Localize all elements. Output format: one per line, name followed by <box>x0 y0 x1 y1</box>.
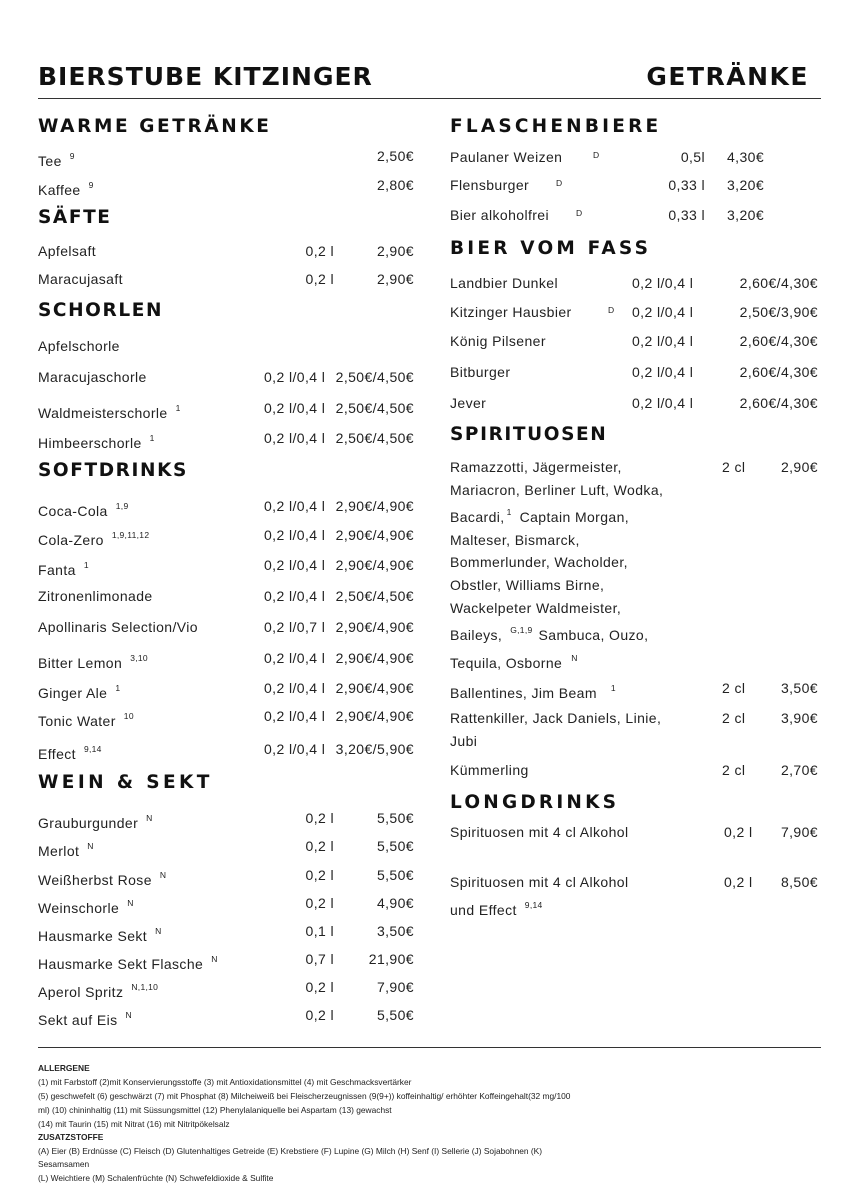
item-name: Kitzinger Hausbier <box>450 304 572 320</box>
menu-item <box>38 428 414 451</box>
item-allergen-code: 1 <box>149 433 155 443</box>
item-size: 0,2 l/0,4 l <box>632 304 694 320</box>
menu-item <box>450 147 820 167</box>
item-allergen-code: 9,14 <box>83 744 102 754</box>
item-price: 2,70€ <box>780 762 818 778</box>
item-name: Hausmarke Sekt $^N$ <box>38 926 162 944</box>
menu-item <box>38 269 414 289</box>
item-allergen-code: N <box>159 870 167 880</box>
item-price: 5,50€ <box>376 810 414 826</box>
legend-line: (A) Eier (B) Erdnüsse (C) Fleisch (D) Glutenhaltiges Getreide (E) Krebstiere (F) Lupine (G) Milch (H) Senf (I) Sellerie (J) Sojabohnen (K) <box>38 1146 543 1156</box>
section-title-saefte: SÄFTE <box>38 207 112 228</box>
item-size: 0,2 l <box>305 243 334 259</box>
item-name: Zitronenlimonade <box>38 588 153 604</box>
item-size: 0,2 l/0,4 l <box>632 333 694 349</box>
item-allergen-code: 1 <box>506 507 512 518</box>
item-price: 2,90€/4,90€ <box>335 650 414 666</box>
menu-item <box>38 921 414 944</box>
menu-item <box>450 331 820 351</box>
menu-item <box>38 496 414 519</box>
item-size: 0,2 l/0,4 l <box>264 588 326 604</box>
item-size: 0,7 l <box>305 951 334 967</box>
item-allergen-code: D <box>593 150 600 160</box>
item-name: Merlot $^N$ <box>38 841 94 859</box>
item-size: 0,33 l <box>668 207 705 223</box>
item-allergen-code: 9 <box>69 151 75 161</box>
item-name: Weißherbst Rose $^N$ <box>38 870 167 888</box>
item-size: 0,2 l <box>305 838 334 854</box>
item-allergen-code: 9,14 <box>524 899 543 910</box>
item-name: Bier alkoholfrei <box>450 207 549 223</box>
item-size: 0,2 l/0,4 l <box>632 364 694 380</box>
spirits-list-paragraph: Ramazzotti, Jägermeister, Mariacron, Berliner Luft, Wodka, Bacardi, $^1$ Captain Morgan, Malteser, Bismarck, Bommerlunder, Wacholder, Obstler, Williams Birne, Wackelpeter Waldmeister, Baileys, $^{G,1,9}$ Sambuca, Ouzo, Tequila, Osborne $^N$ <box>450 459 664 671</box>
section-title-schorlen: SCHORLEN <box>38 300 164 321</box>
item-price: 2,90€/4,90€ <box>335 527 414 543</box>
item-price: 4,30€ <box>727 149 765 165</box>
item-allergen-code: D <box>576 208 583 218</box>
item-name: Weinschorle $^N$ <box>38 898 134 916</box>
item-price: 3,50€ <box>780 680 818 696</box>
menu-item <box>38 398 414 421</box>
item-size: 0,2 l <box>305 271 334 287</box>
section-title-spirituosen: SPIRITUOSEN <box>450 424 608 445</box>
item-price: 2,50€/4,50€ <box>335 588 414 604</box>
item-price: 2,90€/4,90€ <box>335 619 414 635</box>
item-name: Bitter Lemon $^{3,10}$ <box>38 653 148 671</box>
item-name: Tee $^9$ <box>38 151 75 169</box>
item-price: 8,50€ <box>780 874 818 890</box>
item-price: 2,50€/4,50€ <box>335 369 414 385</box>
legend-line: (L) Weichtiere (M) Schalenfrüchte (N) Schwefeldioxide & Sulfite <box>38 1173 274 1183</box>
item-size: 0,5l <box>680 149 705 165</box>
item-price: 7,90€ <box>376 979 414 995</box>
menu-item <box>450 362 820 382</box>
item-allergen-code: G,1,9 <box>510 625 533 636</box>
legend-line: (14) mit Taurin (15) mit Nitrat (16) mit Nitritpökelsalz <box>38 1119 230 1129</box>
section-title-softdrinks: SOFTDRINKS <box>38 460 188 481</box>
item-allergen-code: 1 <box>83 560 89 570</box>
item-name: Coca-Cola $^{1,9}$ <box>38 501 129 519</box>
item-price: 2,60€/4,30€ <box>739 333 818 349</box>
item-name: Sekt auf Eis $^N$ <box>38 1010 132 1028</box>
restaurant-name: BIERSTUBE KITZINGER <box>38 62 373 91</box>
menu-item <box>450 760 820 780</box>
item-name: Spirituosen mit 4 cl Alkohol <box>450 824 629 840</box>
item-name: Ballentines, Jim Beam $^1$ <box>450 683 616 701</box>
page-header <box>38 62 821 99</box>
item-name: Kümmerling <box>450 762 529 778</box>
spirits-price: 2,90€ <box>780 459 818 475</box>
item-price: 2,90€/4,90€ <box>335 557 414 573</box>
item-name: Paulaner Weizen <box>450 149 563 165</box>
item-name: Apfelschorle <box>38 338 120 354</box>
menu-item-multiline: Rattenkiller, Jack Daniels, Linie, Jubi <box>450 710 662 749</box>
menu-item <box>450 822 820 842</box>
item-price: 2,60€/4,30€ <box>739 275 818 291</box>
item-size: 0,2 l/0,4 l <box>264 400 326 416</box>
item-name: Landbier Dunkel <box>450 275 558 291</box>
item-name: Waldmeisterschorle $^1$ <box>38 403 181 421</box>
footer-divider <box>38 1047 821 1048</box>
item-price: 4,90€ <box>376 895 414 911</box>
legend-line: ml) (10) chininhaltig (11) mit Süssungsmittel (12) Phenylalaniquelle bei Aspartam (13) gewachst <box>38 1105 392 1115</box>
menu-item-multiline: Spirituosen mit 4 cl Alkohol und Effect $^{9,14}$ <box>450 874 629 918</box>
menu-item <box>450 393 820 413</box>
item-size: 2 cl <box>722 710 746 726</box>
item-allergen-code: N <box>87 841 94 851</box>
item-allergen-code: 3,10 <box>130 653 148 663</box>
item-price: 2,90€/4,90€ <box>335 498 414 514</box>
item-price: 2,50€/4,50€ <box>335 430 414 446</box>
menu-item <box>38 1005 414 1028</box>
item-allergen-code: 1 <box>115 683 121 693</box>
menu-item <box>38 648 414 671</box>
item-size: 0,2 l/0,4 l <box>264 369 326 385</box>
menu-item <box>38 865 414 888</box>
item-price: 2,90€/4,90€ <box>335 708 414 724</box>
menu-item <box>38 367 414 387</box>
item-size: 0,2 l/0,4 l <box>264 708 326 724</box>
item-size: 0,2 l <box>305 1007 334 1023</box>
item-size: 0,1 l <box>305 923 334 939</box>
item-name: Hausmarke Sekt Flasche $^N$ <box>38 954 218 972</box>
menu-item <box>38 739 414 762</box>
item-size: 0,2 l <box>305 867 334 883</box>
menu-item <box>450 205 820 225</box>
item-name: Effect $^{9,14}$ <box>38 744 102 762</box>
section-title-longdrinks: LONGDRINKS <box>450 792 620 813</box>
item-allergen-code: N <box>146 813 153 823</box>
item-size: 0,2 l/0,4 l <box>264 680 326 696</box>
legend-zusatzstoffe-title: ZUSATZSTOFFE <box>38 1132 104 1142</box>
menu-item <box>38 586 414 606</box>
item-price: 3,20€ <box>727 207 765 223</box>
item-price: 2,90€ <box>376 271 414 287</box>
item-size: 0,2 l <box>305 979 334 995</box>
item-size: 0,2 l/0,4 l <box>264 498 326 514</box>
item-name: Apfelsaft <box>38 243 97 259</box>
item-price: 2,50€ <box>376 148 414 164</box>
menu-item <box>38 949 414 972</box>
item-size: 0,2 l/0,4 l <box>264 741 326 757</box>
item-price: 2,90€ <box>376 243 414 259</box>
item-name: Apollinaris Selection/Vio <box>38 619 198 635</box>
item-price: 3,20€ <box>727 177 765 193</box>
item-size: 0,2 l/0,7 l <box>264 619 326 635</box>
menu-item <box>38 146 414 169</box>
item-size: 0,2 l/0,4 l <box>264 527 326 543</box>
item-name: Flensburger <box>450 177 530 193</box>
spirits-size: 2 cl <box>722 459 746 475</box>
item-name: Fanta $^1$ <box>38 560 89 578</box>
item-allergen-code: N <box>211 954 218 964</box>
item-price: 5,50€ <box>376 838 414 854</box>
item-allergen-code: 9 <box>88 180 94 190</box>
menu-item <box>450 175 820 195</box>
item-size: 0,2 l <box>305 810 334 826</box>
item-name: Maracujasaft <box>38 271 123 287</box>
item-price: 5,50€ <box>376 1007 414 1023</box>
item-allergen-code: 1,9 <box>115 501 129 511</box>
item-price: 3,90€ <box>780 710 818 726</box>
menu-item <box>38 617 414 637</box>
item-price: 3,20€/5,90€ <box>335 741 414 757</box>
item-allergen-code: 1 <box>175 403 181 413</box>
item-price: 7,90€ <box>780 824 818 840</box>
menu-item <box>38 808 414 831</box>
item-name: Cola-Zero $^{1,9,11,12}$ <box>38 530 150 548</box>
item-price: 2,50€/4,50€ <box>335 400 414 416</box>
item-name: Aperol Spritz $^{N,1,10}$ <box>38 982 159 1000</box>
item-price: 2,60€/4,30€ <box>739 395 818 411</box>
item-name: Kaffee $^9$ <box>38 180 94 198</box>
item-size: 0,2 l/0,4 l <box>264 650 326 666</box>
legend-line: Sesamsamen <box>38 1159 90 1169</box>
item-name: Jever <box>450 395 487 411</box>
item-size: 0,33 l <box>668 177 705 193</box>
menu-item <box>38 836 414 859</box>
item-name: Himbeerschorle $^1$ <box>38 433 155 451</box>
item-price: 2,50€/3,90€ <box>739 304 818 320</box>
item-allergen-code: D <box>608 305 615 315</box>
item-name: Maracujaschorle <box>38 369 147 385</box>
section-title-wein-sekt: WEIN & SEKT <box>38 772 213 793</box>
menu-item <box>450 678 820 701</box>
item-price: 21,90€ <box>368 951 414 967</box>
item-price: 5,50€ <box>376 867 414 883</box>
item-name: Grauburgunder $^N$ <box>38 813 153 831</box>
item-price: 2,80€ <box>376 177 414 193</box>
item-size: 0,2 l <box>724 824 753 840</box>
legend-line: (5) geschwefelt (6) geschwärzt (7) mit Phosphat (8) Milcheiweiß bei Fleischerzeugnissen (9(9+)) koffeinhaltig/ erhöhter Koffeingehalt(32 mg/100 <box>38 1091 571 1101</box>
section-title-flaschenbiere: FLASCHENBIERE <box>450 116 662 137</box>
item-size: 0,2 l/0,4 l <box>632 395 694 411</box>
item-size: 0,2 l/0,4 l <box>264 430 326 446</box>
item-size: 2 cl <box>722 762 746 778</box>
item-allergen-code: N <box>571 652 578 663</box>
item-allergen-code: N <box>155 926 162 936</box>
menu-item <box>450 302 820 322</box>
item-allergen-code: N <box>127 898 134 908</box>
legend-line: (1) mit Farbstoff (2)mit Konservierungsstoffe (3) mit Antioxidationsmittel (4) mit Geschmacksvertärker <box>38 1077 412 1087</box>
item-name: König Pilsener <box>450 333 546 349</box>
page-title: GETRÄNKE <box>646 62 809 91</box>
menu-item <box>450 273 820 293</box>
item-allergen-code: 10 <box>123 711 134 721</box>
item-allergen-code: 1 <box>610 683 616 693</box>
item-name: Tonic Water $^{10}$ <box>38 711 134 729</box>
item-allergen-code: 1,9,11,12 <box>111 530 150 540</box>
item-price: 2,90€/4,90€ <box>335 680 414 696</box>
item-size: 0,2 l/0,4 l <box>264 557 326 573</box>
item-size: 0,2 l/0,4 l <box>632 275 694 291</box>
item-allergen-code: N,1,10 <box>131 982 159 992</box>
item-name: Ginger Ale $^1$ <box>38 683 121 701</box>
menu-item <box>38 893 414 916</box>
menu-item <box>38 175 414 198</box>
item-size: 0,2 l <box>724 874 753 890</box>
menu-item <box>38 678 414 701</box>
item-size: 2 cl <box>722 680 746 696</box>
section-title-warme-getraenke: WARME GETRÄNKE <box>38 116 272 137</box>
menu-item <box>38 241 414 261</box>
item-price: 2,60€/4,30€ <box>739 364 818 380</box>
menu-item <box>38 977 414 1000</box>
item-allergen-code: D <box>556 178 563 188</box>
section-title-bier-vom-fass: BIER VOM FASS <box>450 238 652 259</box>
menu-item <box>38 336 414 356</box>
item-name: Bitburger <box>450 364 511 380</box>
item-price: 3,50€ <box>376 923 414 939</box>
menu-item <box>38 706 414 729</box>
menu-item <box>38 555 414 578</box>
menu-item <box>38 525 414 548</box>
legend-allergene-title: ALLERGENE <box>38 1063 90 1073</box>
item-size: 0,2 l <box>305 895 334 911</box>
item-allergen-code: N <box>125 1010 132 1020</box>
